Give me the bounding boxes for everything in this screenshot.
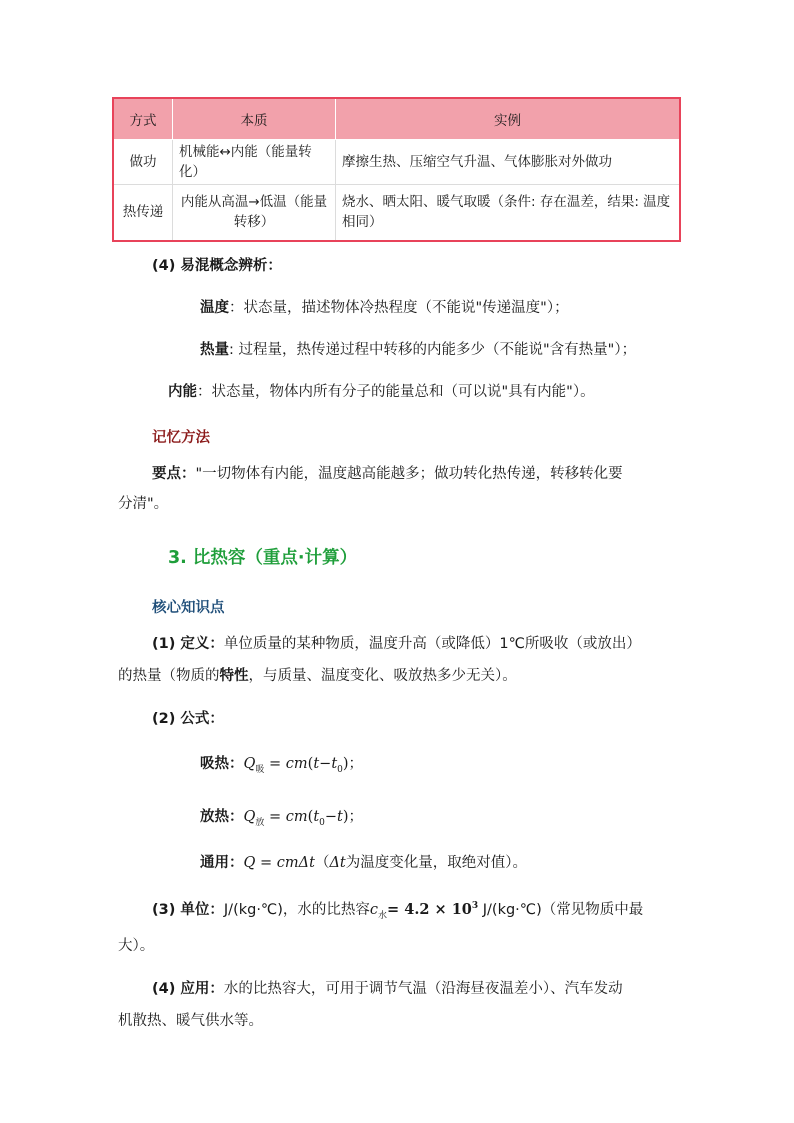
- definition-text: 单位质量的某种物质，温度升高（或降低）1℃所吸收（或放出）: [223, 636, 641, 652]
- heat-term: 热量: [200, 342, 229, 358]
- absorb-label: 吸热：: [200, 756, 244, 772]
- table-cell: 机械能↔内能（能量转化）: [173, 140, 336, 185]
- water-value: = 4.2 × 10: [387, 901, 472, 918]
- definition-bold: 特性: [219, 668, 249, 684]
- memory-key-text: "一切物体有内能，温度越高能越多；做功转化热传递，转移转化要: [195, 466, 623, 482]
- table-cell: 做功: [113, 140, 173, 185]
- table-cell: 烧水、晒太阳、暖气取暖（条件: 存在温差，结果: 温度相同）: [336, 185, 681, 241]
- memory-key-label: 要点：: [152, 466, 196, 482]
- table-row: [113, 140, 680, 185]
- table-header: 方式: [113, 98, 173, 140]
- heat-text: : 过程量，热传递过程中转移的内能多少（不能说"含有热量"）；: [229, 342, 637, 358]
- application-text: 水的比热容大，可用于调节气温（沿海昼夜温差小）、汽车发动: [223, 981, 623, 997]
- general-label: 通用：: [200, 855, 244, 871]
- release-formula: 放热：$Q_放 = cm(t_0-t)$；: [200, 809, 364, 828]
- internal-energy-line: [168, 380, 595, 401]
- table-header: 实例: [336, 98, 681, 140]
- unit-line-2: 大）。: [118, 938, 155, 954]
- water-exponent: 3: [471, 901, 479, 912]
- core-knowledge-title: 核心知识点: [152, 600, 225, 616]
- table-header-row: [113, 98, 680, 140]
- heat-line: [200, 338, 636, 359]
- confusing-heading: (4) 易混概念辨析：: [152, 258, 282, 274]
- unit-line: (3) 单位：J/(kg·℃)，水的比热容$c_水= 4.2 \times 10^3$ J/(kg·℃)（常见物质中最: [152, 901, 644, 921]
- internal-energy-text: ：状态量，物体内所有分子的能量总和（可以说"具有内能"）。: [197, 384, 595, 400]
- table-cell: 热传递: [113, 185, 173, 241]
- table-cell: 摩擦生热、压缩空气升温、气体膨胀对外做功: [336, 140, 681, 185]
- heat-transfer-table: [112, 97, 681, 242]
- formula-label: (2) 公式：: [152, 711, 224, 727]
- internal-energy-term: 内能: [168, 384, 197, 400]
- table-header: 本质: [173, 98, 336, 140]
- absorb-formula: 吸热：$Q_吸 = cm(t-t_0)$；: [200, 756, 364, 775]
- temperature-term: 温度: [200, 300, 229, 316]
- application-line: [152, 977, 623, 998]
- release-subscript: 放: [255, 817, 265, 828]
- memory-key-line: [152, 462, 623, 483]
- absorb-subscript: 吸: [255, 764, 265, 775]
- definition-line: [152, 632, 641, 653]
- application-label: (4) 应用：: [152, 981, 224, 997]
- definition-text: 的热量（物质的: [118, 668, 220, 684]
- general-text: 为温度变化量，取绝对值）。: [345, 855, 527, 871]
- temperature-line: [200, 296, 569, 317]
- memory-key-text-cont: 分清"。: [118, 496, 169, 512]
- table-row: [113, 185, 680, 241]
- definition-line-2: [118, 664, 517, 685]
- memory-method-title: 记忆方法: [152, 430, 210, 446]
- temperature-text: ：状态量，描述物体冷热程度（不能说"传递温度"）；: [229, 300, 569, 316]
- unit-text: J/(kg·℃)（常见物质中最: [482, 902, 644, 918]
- unit-text: J/(kg·℃)，水的比热容: [223, 902, 370, 918]
- application-line-2: 机散热、暖气供水等。: [118, 1013, 263, 1029]
- general-formula: 通用：Q = cmΔt（Δt为温度变化量，取绝对值）。: [200, 855, 527, 871]
- definition-label: (1) 定义：: [152, 636, 224, 652]
- water-subscript: 水: [378, 910, 388, 921]
- section-title: 3. 比热容（重点·计算）: [168, 548, 358, 568]
- definition-text: ，与质量、温度变化、吸放热多少无关）。: [248, 668, 517, 684]
- release-label: 放热：: [200, 809, 244, 825]
- unit-label: (3) 单位：: [152, 902, 224, 918]
- table-cell: 内能从高温→低温（能量转移）: [173, 185, 336, 241]
